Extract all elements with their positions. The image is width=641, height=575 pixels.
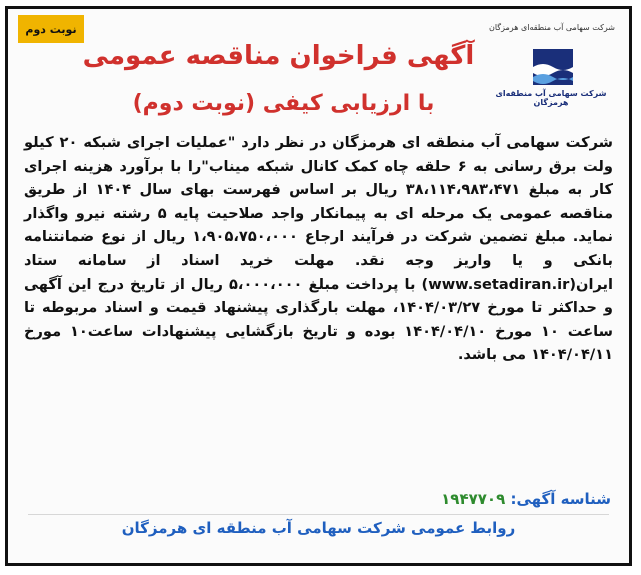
tender-description xyxy=(24,131,613,367)
tender-body-text: شرکت سهامی آب منطقه ای هرمزگان در نظر دارد "عملیات اجرای شبکه ۲۰ کیلو ولت برق رسانی به ۶ حلقه چاه کمک کانال شبکه میناب"را با برآورد هزینه اجرای کار به مبلغ ۳۸،۱۱۴،۹۸۳،۴۷۱ ریال بر اساس فهرست بهای سال ۱۴۰۴ از طریق مناقصه عمومی یک مرحله ای به پیمانکار واجد صلاحیت پایه ۵ رشته نیرو واگذار نماید. مبلغ تضمین شرکت در فرآیند ارجاع ۱،۹۰۵،۷۵۰،۰۰۰ ریال از نوع ضمانتنامه بانکی و یا واریز وجه نقد. مهلت خرید اسناد از سامانه ستاد ایران(www.setadiran.ir) با پرداخت مبلغ ۵،۰۰۰،۰۰۰ ریال از تاریخ درج این آگهی و حداکثر تا مورخ ۱۴۰۴/۰۳/۲۷، مهلت بارگذاری پیشنهاد قیمت و اسناد مربوطه تا ساعت ۱۰ مورخ ۱۴۰۴/۰۴/۱۰ بوده و تاریخ بازگشایی پیشنهادات ساعت۱۰ مورخ ۱۴۰۴/۰۴/۱۱ می باشد. xyxy=(24,134,614,364)
ad-id-label: شناسه آگهی: xyxy=(510,490,611,508)
company-logo xyxy=(487,23,615,107)
round-badge: نوبت دوم xyxy=(18,15,84,43)
page-subtitle: با ارزیابی کیفی (نوبت دوم) xyxy=(132,91,435,116)
logo-top-text: شرکت سهامی آب منطقه‌ای هرمزگان xyxy=(488,23,615,32)
page-title: آگهی فراخوان مناقصه عمومی xyxy=(82,41,475,71)
ad-id-value: ۱۹۴۷۷۰۹ xyxy=(441,490,506,508)
logo-company-name: شرکت سهامی آب منطقه‌ای هرمزگان xyxy=(495,89,607,107)
water-emblem-icon xyxy=(531,47,575,87)
divider xyxy=(28,514,609,515)
advertisement-frame xyxy=(5,6,632,566)
footer-public-relations: روابط عمومی شرکت سهامی آب منطقه ای هرمزگان xyxy=(121,519,516,537)
ad-id-line xyxy=(441,490,611,508)
